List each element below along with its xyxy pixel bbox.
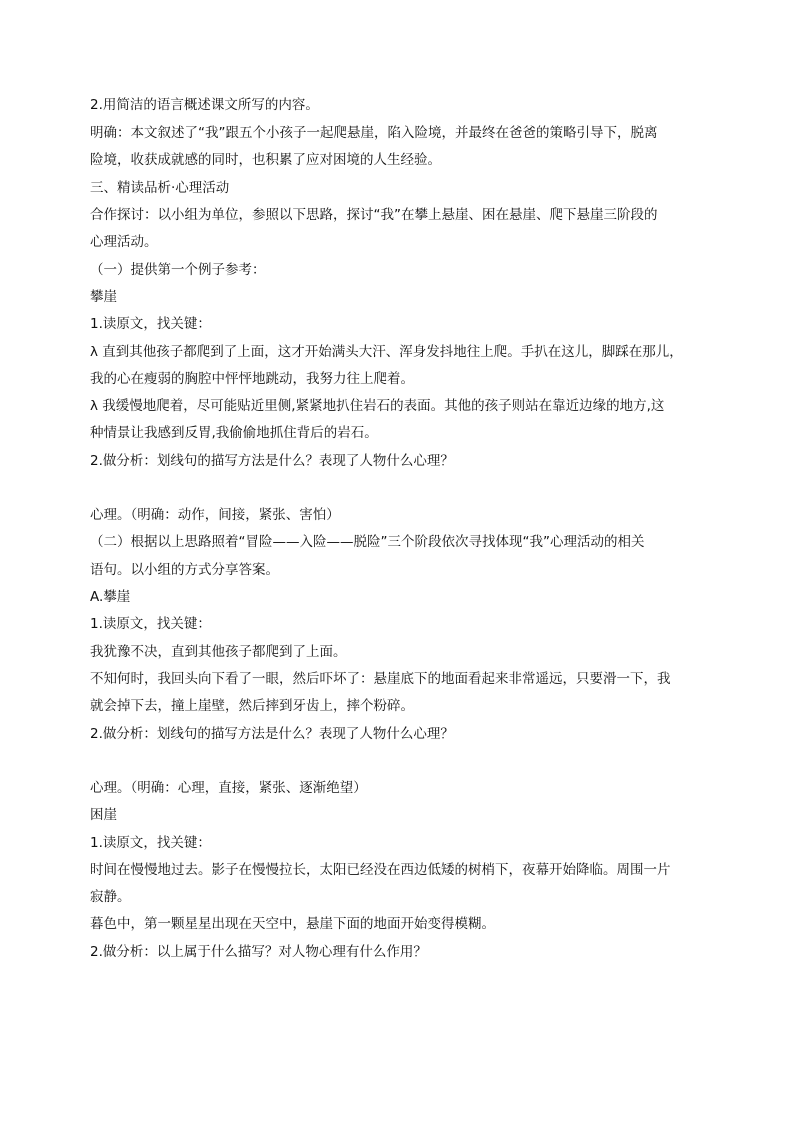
text-line: 心理活动。 xyxy=(90,234,158,250)
quote-line: 时间在慢慢地过去。影子在慢慢拉长，太阳已经没在西边低矮的树梢下，夜幕开始降临。周围一片 xyxy=(90,862,671,878)
answer-line: 险境，收获成就感的同时，也积累了应对困境的人生经验。 xyxy=(90,152,441,168)
text-line: 心理。（明确：心理，直接，紧张、逐渐绝望） xyxy=(90,780,367,796)
quote-line: 不知何时，我回头向下看了一眼，然后吓坏了：悬崖底下的地面看起来非常遥远，只要滑一下，我 xyxy=(90,671,671,687)
quote-line: λ 我缓慢地爬着，尽可能贴近里侧,紧紧地扒住岩石的表面。其他的孩子则站在靠近边缘的地方,这 xyxy=(90,398,665,414)
quote-line: 我的心在瘦弱的胸腔中怦怦地跳动，我努力往上爬着。 xyxy=(90,371,414,387)
quote-line: 寂静。 xyxy=(90,889,131,905)
text-line: 心理。（明确：动作，间接，紧张、害怕） xyxy=(90,507,340,523)
stage-heading: 攀崖 xyxy=(90,289,117,305)
step-line: 1.读原文，找关键： xyxy=(90,316,211,332)
stage-heading: A.攀崖 xyxy=(90,589,131,605)
step-line: 2.做分析：划线句的描写方法是什么？表现了人物什么心理？ xyxy=(90,726,454,742)
step-line: 2.做分析：以上属于什么描写？对人物心理有什么作用？ xyxy=(90,944,427,960)
answer-line: 明确：本文叙述了“我”跟五个小孩子一起爬悬崖，陷入险境，并最终在爸爸的策略引导下，脱离 xyxy=(90,125,658,141)
step-line: 2.做分析：划线句的描写方法是什么？表现了人物什么心理？ xyxy=(90,453,454,469)
quote-line: 我犹豫不决，直到其他孩子都爬到了上面。 xyxy=(90,644,347,660)
step-line: 1.读原文，找关键： xyxy=(90,616,211,632)
quote-line: λ 直到其他孩子都爬到了上面，这才开始满头大汗、浑身发抖地往上爬。手扒在这儿，脚踩在那儿， xyxy=(90,344,683,360)
section-heading: 三、精读品析·心理活动 xyxy=(90,180,230,196)
stage-heading: 困崖 xyxy=(90,807,117,823)
quote-line: 就会掉下去，撞上崖壁，然后摔到牙齿上，摔个粉碎。 xyxy=(90,698,414,714)
quote-line: 暮色中，第一颗星星出现在天空中，悬崖下面的地面开始变得模糊。 xyxy=(90,916,495,932)
step-line: 1.读原文，找关键： xyxy=(90,835,211,851)
text-line: 语句。以小组的方式分享答案。 xyxy=(90,562,279,578)
text-line: 合作探讨：以小组为单位，参照以下思路，探讨“我”在攀上悬崖、困在悬崖、爬下悬崖三阶段的 xyxy=(90,207,658,223)
subsection-heading: （二）根据以上思路照着“冒险——入险——脱险”三个阶段依次寻找体现“我”心理活动的相关 xyxy=(90,534,645,550)
question-2: 2.用简洁的语言概述课文所写的内容。 xyxy=(90,97,319,113)
quote-line: 种情景让我感到反胃,我偷偷地抓住背后的岩石。 xyxy=(90,425,378,441)
subsection-heading: （一）提供第一个例子参考： xyxy=(90,262,266,278)
